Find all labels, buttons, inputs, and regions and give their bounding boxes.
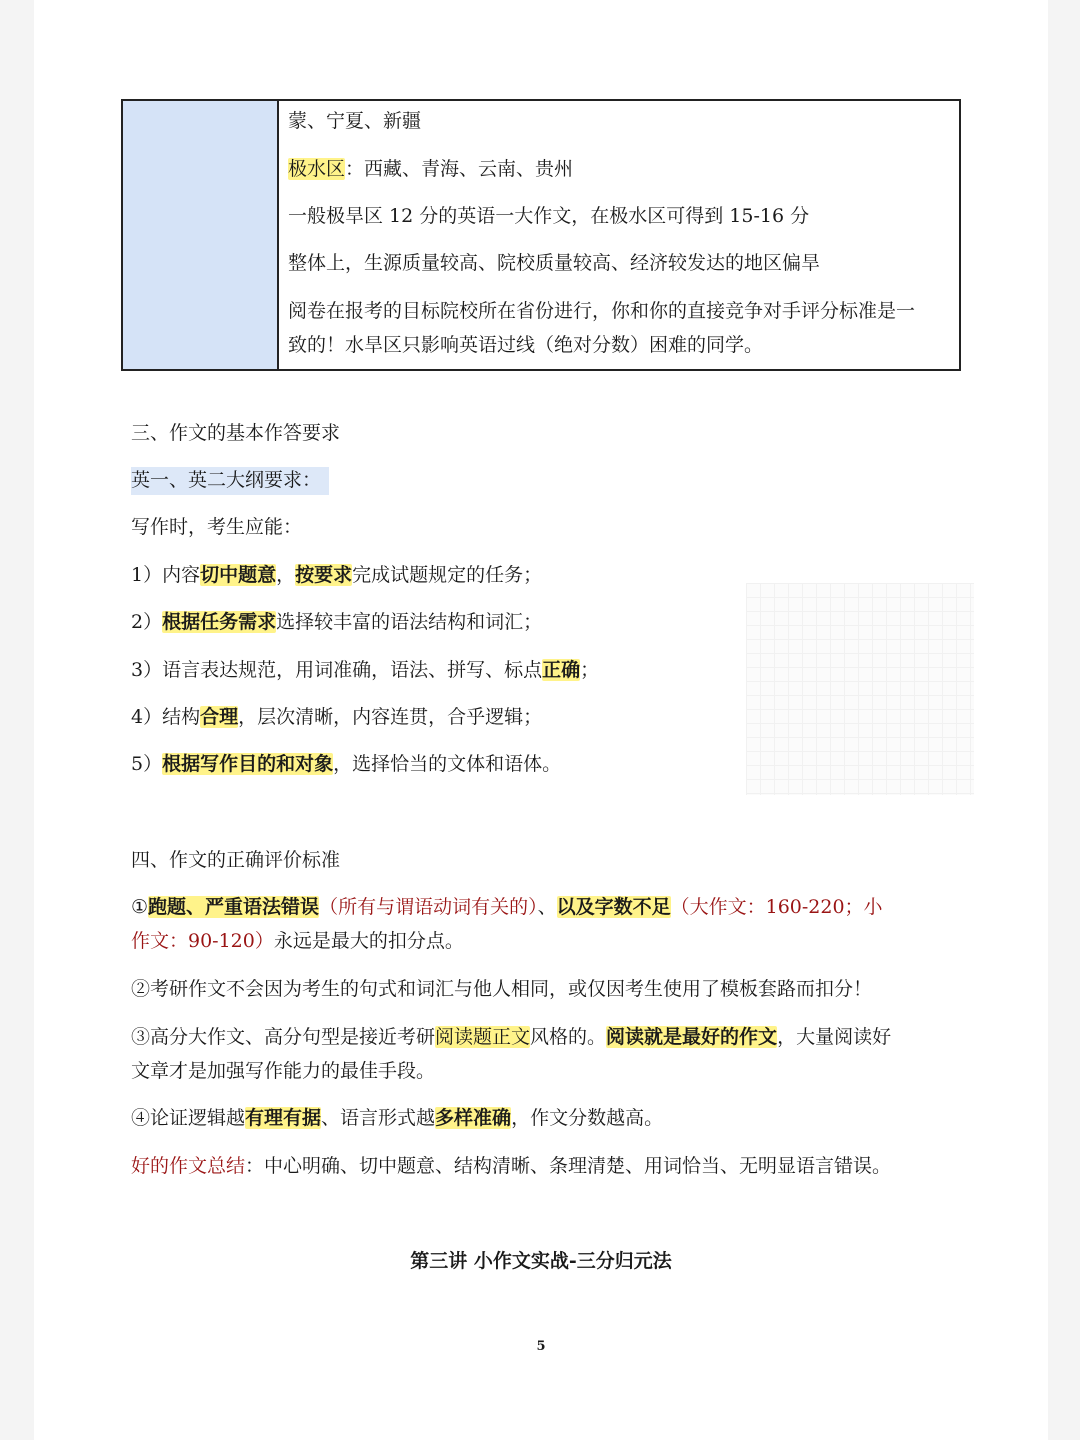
lecture-title: 第三讲 小作文实战-三分归元法 bbox=[410, 1250, 672, 1272]
criteria-4: ④论证逻辑越有理有据、语言形式越多样准确，作文分数越高。 bbox=[131, 1107, 664, 1129]
table-line-5b: 致的！水旱区只影响英语过线（绝对分数）困难的同学。 bbox=[288, 334, 764, 356]
criteria-1-line-1: ①跑题、严重语法错误（所有与谓语动词有关的）、以及字数不足（大作文：160-220；小 bbox=[131, 896, 883, 918]
criteria-3-line-1: ③高分大作文、高分句型是接近考研阅读题正文风格的。阅读就是最好的作文，大量阅读好 bbox=[131, 1026, 892, 1048]
requirement-item-5: 5）根据写作目的和对象，选择恰当的文体和语体。 bbox=[131, 753, 562, 775]
requirement-item-1: 1）内容切中题意，按要求完成试题规定的任务； bbox=[131, 564, 543, 586]
requirement-item-4: 4）结构合理，层次清晰，内容连贯，合乎逻辑； bbox=[131, 706, 543, 728]
criteria-3-line-2: 文章才是加强写作能力的最佳手段。 bbox=[131, 1060, 436, 1082]
grid-paper-decoration bbox=[746, 583, 974, 795]
page-number: 5 bbox=[536, 1339, 546, 1354]
criteria-2: ②考研作文不会因为考生的句式和词汇与他人相同，或仅因考生使用了模板套路而扣分！ bbox=[131, 978, 873, 1000]
table-line-4: 整体上，生源质量较高、院校质量较高、经济较发达的地区偏旱 bbox=[288, 252, 821, 274]
table-line-1: 蒙、宁夏、新疆 bbox=[288, 110, 422, 132]
table-label-cell bbox=[123, 101, 279, 369]
section-3-intro: 写作时，考生应能： bbox=[131, 516, 303, 538]
table-line-5a: 阅卷在报考的目标院校所在省份进行，你和你的直接竞争对手评分标准是一 bbox=[288, 300, 916, 322]
highlight-water-region: 极水区 bbox=[288, 158, 346, 180]
summary-line: 好的作文总结：中心明确、切中题意、结构清晰、条理清楚、用词恰当、无明显语言错误。 bbox=[131, 1155, 892, 1177]
table-line-2: 极水区：西藏、青海、云南、贵州 bbox=[288, 158, 574, 180]
requirement-item-2: 2）根据任务需求选择较丰富的语法结构和词汇； bbox=[131, 611, 543, 633]
requirement-item-3: 3）语言表达规范，用词准确，语法、拼写、标点正确； bbox=[131, 659, 600, 681]
criteria-1-line-2: 作文：90-120）永远是最大的扣分点。 bbox=[131, 930, 464, 952]
region-table bbox=[121, 99, 961, 371]
section-4-heading: 四、作文的正确评价标准 bbox=[131, 849, 341, 871]
section-3-subheading: 英一、英二大纲要求： bbox=[131, 467, 329, 493]
document-page bbox=[34, 0, 1048, 1440]
table-line-3: 一般极旱区 12 分的英语一大作文，在极水区可得到 15-16 分 bbox=[288, 205, 810, 227]
section-3-heading: 三、作文的基本作答要求 bbox=[131, 422, 341, 444]
